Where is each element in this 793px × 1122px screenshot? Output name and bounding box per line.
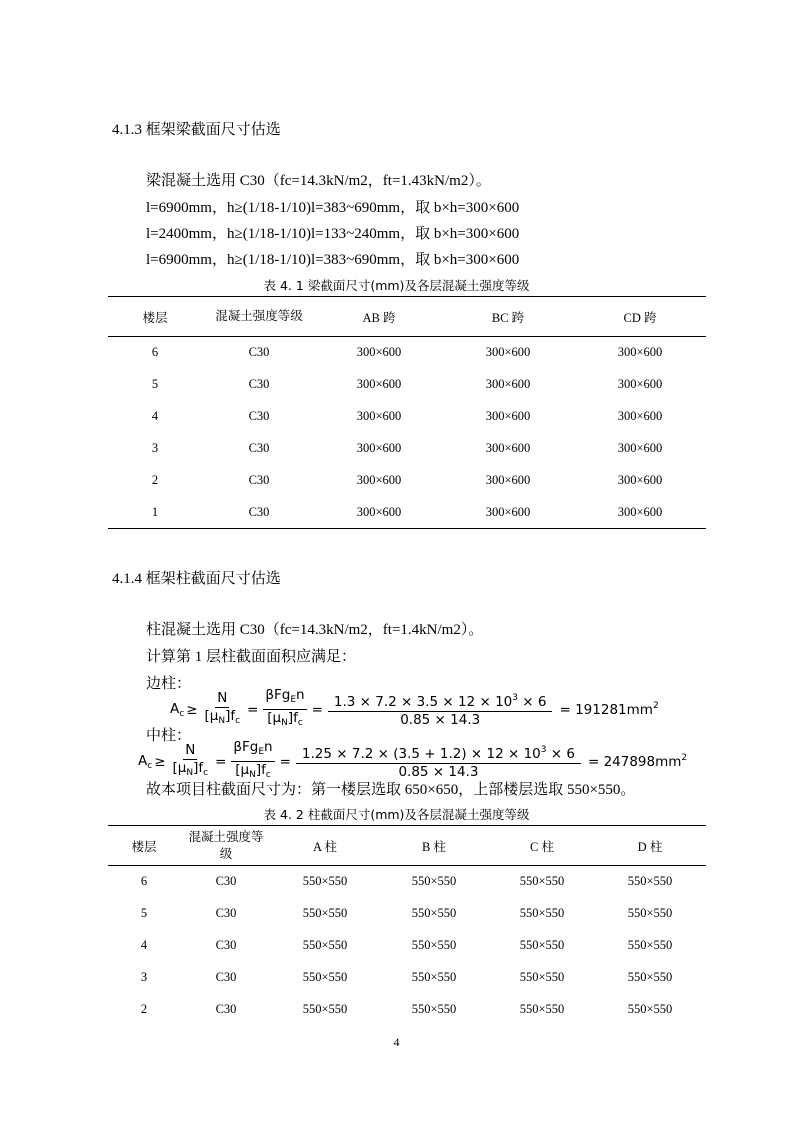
table-row (108, 401, 706, 433)
table-cell: 300×600 (617, 441, 663, 455)
table-header-cell: A 柱 (313, 839, 337, 854)
page-number: 4 (393, 1035, 400, 1049)
table-cell: C30 (248, 441, 270, 455)
table-row (108, 465, 706, 497)
table-row (108, 930, 706, 962)
table-cell: 300×600 (485, 441, 531, 455)
table-cell: 300×600 (617, 345, 663, 360)
table-cell: 550×550 (302, 938, 348, 952)
table-cell: 2 (151, 473, 159, 487)
table-cell: 550×550 (519, 938, 565, 952)
table1-caption: 表 4. 1 梁截面尺寸(mm)及各层混凝土强度等级 (263, 278, 530, 293)
table-cell: 4 (151, 409, 159, 423)
table-cell: C30 (248, 345, 270, 360)
table-cell: 300×600 (485, 377, 531, 391)
table-cell: 300×600 (485, 504, 531, 519)
beam-concrete-line: 梁混凝土选用 C30（fc=14.3kN/m2，ft=1.43kN/m2）。 (146, 173, 491, 189)
eq-frac-beta: $\frac{\beta Fg_En}{[\mu_N]f_c}$ (233, 739, 273, 780)
beam-span-line-1: l=6900mm，h≥(1/18-1/10)l=383~690mm，取 b×h=300×600 (146, 200, 520, 216)
table-cell: 550×550 (519, 906, 565, 920)
eq-result: = $247898mm^2$ (587, 753, 688, 770)
table-cell: C30 (215, 938, 237, 952)
table-header-cell: C 柱 (530, 839, 554, 854)
column-concrete-line: 柱混凝土选用 C30（fc=14.3kN/m2，ft=1.4kN/m2）。 (146, 622, 484, 638)
table-cell: 300×600 (356, 473, 402, 487)
table-cell: 300×600 (485, 409, 531, 423)
eq-frac-beta: $\frac{\beta Fg_En}{[\mu_N]f_c}$ (265, 687, 305, 728)
table-cell: 2 (140, 1002, 148, 1016)
eq-lhs: $A_c$ (170, 700, 185, 719)
section-heading-4-1-3: 4.1.3 框架梁截面尺寸估选 (112, 122, 281, 138)
table-header-cell (180, 826, 272, 866)
table-row (108, 369, 706, 401)
table-cell: 5 (140, 906, 148, 920)
table-row (108, 962, 706, 994)
table-row (108, 994, 706, 1026)
table-row (108, 433, 706, 465)
table-cell: 300×600 (485, 473, 531, 487)
eq-ge: ≥ (186, 701, 198, 718)
eq-frac-values: $\frac{1.25 \times 7.2 \times (3.5 + 1.2) \times 12 \times 10^3 \times 6}{0.85 \times 14.3}$ (296, 743, 581, 780)
column-area-requirement: 计算第 1 层柱截面面积应满足： (146, 649, 357, 665)
table-header-text: 混凝土强度等级 (215, 309, 303, 323)
table-cell: 550×550 (411, 906, 457, 920)
table-cell: 550×550 (302, 874, 348, 889)
table-cell: 6 (140, 874, 148, 889)
table-cell: 1 (151, 504, 159, 519)
eq-equals: = (215, 753, 227, 770)
table-header-cell (202, 297, 316, 337)
table-header-cell: D 柱 (637, 839, 663, 854)
table-cell: C30 (248, 409, 270, 423)
middle-column-label: 中柱： (146, 728, 192, 744)
table-cell: 3 (151, 441, 159, 455)
table-cell: 300×600 (617, 473, 663, 487)
table-cell: 3 (140, 970, 148, 984)
table-header-text: 混凝土强度等级 (188, 829, 264, 861)
table-cell: 550×550 (519, 970, 565, 984)
eq-equals: = (311, 701, 323, 718)
table-cell: 300×600 (617, 409, 663, 423)
column-table (108, 825, 706, 1026)
table-header-row (108, 826, 706, 866)
table-cell: 5 (151, 377, 159, 391)
table-cell: C30 (215, 906, 237, 920)
table-header-cell: CD 跨 (623, 310, 657, 325)
table-row (108, 898, 706, 930)
table-cell: C30 (248, 377, 270, 391)
eq-frac-values: $\frac{1.3 \times 7.2 \times 3.5 \times 12 \times 10^3 \times 6}{0.85 \times 14.3}$ (328, 691, 553, 728)
edge-column-equation (170, 688, 659, 731)
table-header-cell: 楼层 (131, 839, 157, 854)
table-cell: 550×550 (627, 906, 673, 920)
table-cell: 550×550 (519, 874, 565, 889)
table-cell: C30 (248, 473, 270, 487)
table-header-cell: AB 跨 (362, 310, 396, 325)
beam-span-line-2: l=2400mm，h≥(1/18-1/10)l=133~240mm，取 b×h=300×600 (146, 226, 520, 242)
eq-frac-n: $\frac{N}{[\mu_N]f_c}$ (204, 689, 241, 726)
table-cell: 550×550 (302, 906, 348, 920)
table-header-cell: 楼层 (142, 310, 168, 325)
table-cell: 300×600 (356, 441, 402, 455)
table-cell: 550×550 (627, 874, 673, 889)
table-row (108, 337, 706, 369)
table-cell: 550×550 (411, 970, 457, 984)
table-cell: 300×600 (485, 345, 531, 360)
table-row (108, 866, 706, 898)
eq-equals: = (279, 753, 291, 770)
table-cell: 550×550 (627, 970, 673, 984)
table-cell: 550×550 (411, 1002, 457, 1016)
eq-result: = $191281mm^2$ (559, 701, 659, 718)
table-header-cell: B 柱 (422, 839, 446, 854)
table-cell: 300×600 (617, 504, 663, 519)
table-cell: 6 (151, 345, 159, 360)
table-cell: 550×550 (302, 1002, 348, 1016)
table-cell: 550×550 (411, 938, 457, 952)
table-cell: 4 (140, 938, 148, 952)
table-cell: 300×600 (356, 504, 402, 519)
table-cell: C30 (215, 874, 237, 889)
table-cell: 300×600 (356, 345, 402, 360)
table-cell: 550×550 (519, 1002, 565, 1016)
beam-table (108, 296, 706, 529)
table-cell: C30 (215, 970, 237, 984)
table-cell: 550×550 (627, 938, 673, 952)
section-heading-4-1-4: 4.1.4 框架柱截面尺寸估选 (112, 571, 281, 587)
eq-equals: = (247, 701, 259, 718)
table-cell: 300×600 (356, 377, 402, 391)
table-cell: 550×550 (627, 1002, 673, 1016)
table-cell: 300×600 (617, 377, 663, 391)
table-cell: 300×600 (356, 409, 402, 423)
eq-lhs: $A_c$ (138, 752, 153, 771)
beam-span-line-3: l=6900mm，h≥(1/18-1/10)l=383~690mm，取 b×h=300×600 (146, 252, 520, 268)
middle-column-equation (138, 740, 687, 783)
table-row (108, 497, 706, 529)
table-cell: C30 (248, 504, 270, 519)
column-conclusion: 故本项目柱截面尺寸为：第一楼层选取 650×650，上部楼层选取 550×550。 (146, 782, 636, 798)
eq-ge: ≥ (154, 753, 166, 770)
table2-caption: 表 4. 2 柱截面尺寸(mm)及各层混凝土强度等级 (263, 807, 530, 822)
table-cell: 550×550 (302, 970, 348, 984)
table-header-row (108, 297, 706, 337)
table-header-cell: BC 跨 (491, 310, 525, 325)
edge-column-label: 边柱： (146, 676, 192, 692)
table-cell: C30 (215, 1002, 237, 1016)
eq-frac-n: $\frac{N}{[\mu_N]f_c}$ (172, 741, 209, 778)
table-cell: 550×550 (411, 874, 457, 889)
